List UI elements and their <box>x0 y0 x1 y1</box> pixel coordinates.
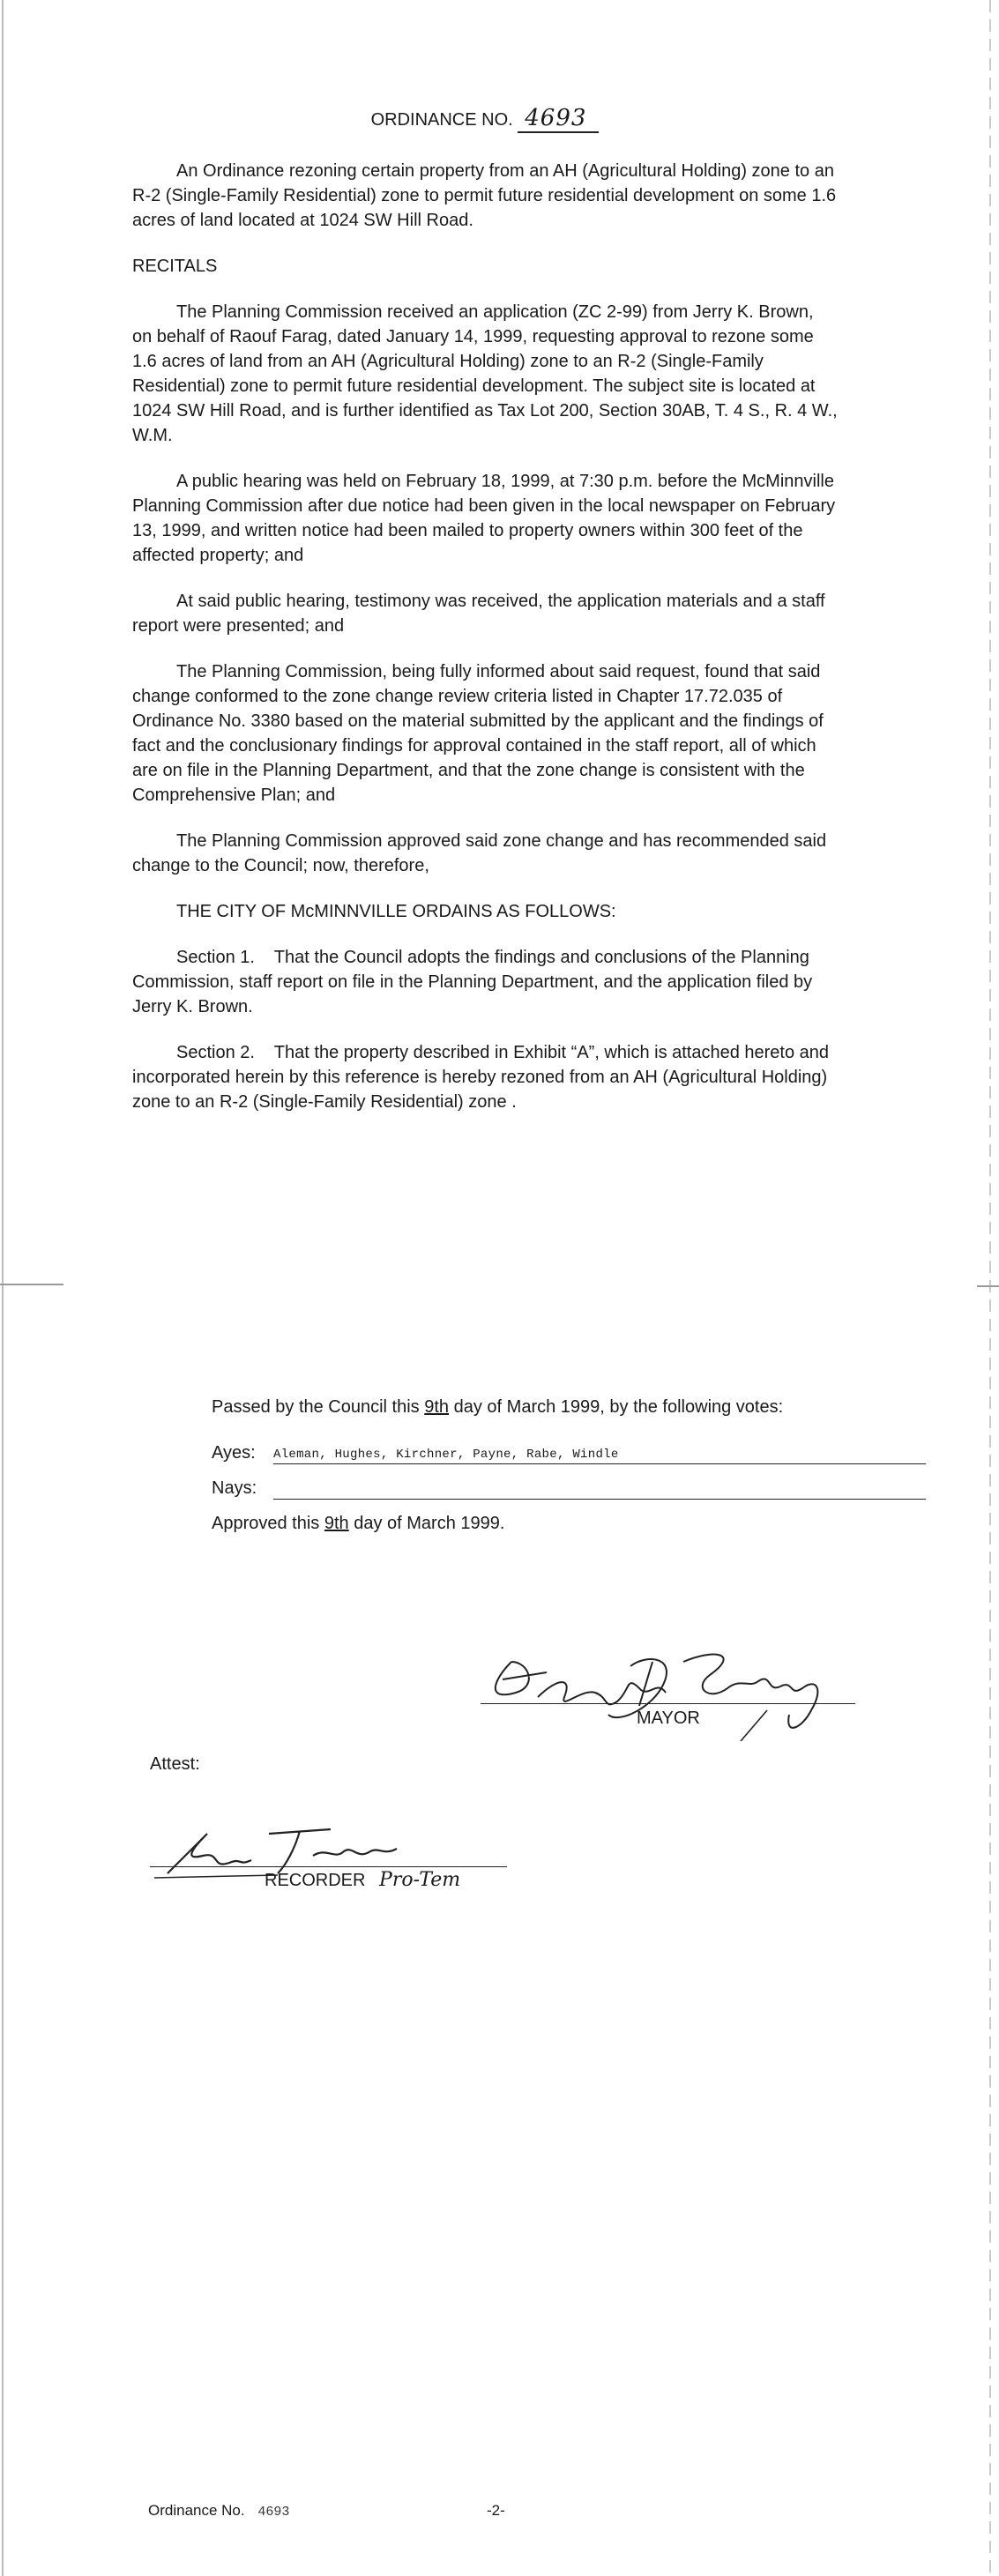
recorder-label <box>265 1869 460 1891</box>
approved-prefix: Approved this <box>212 1514 320 1533</box>
footer-number: 4693 <box>257 2505 290 2520</box>
recorder-title: RECORDER <box>265 1871 366 1890</box>
passed-prefix: Passed by the Council this <box>212 1397 420 1417</box>
page-number: -2- <box>487 2502 505 2519</box>
ordinance-title <box>132 106 838 132</box>
section-1: Section 1. That the Council adopts the findings and conclusions of the Planning Commission, staff report on file in the Planning Department, and the application filed by Jerry K. Brown. <box>132 948 817 1016</box>
passed-statement <box>132 1395 838 1419</box>
recorder-signature-line <box>150 1866 507 1867</box>
page-break-mark <box>0 1284 63 1285</box>
ordinance-body <box>132 106 838 1135</box>
recorder-pro-tem: Pro-Tem <box>379 1869 461 1891</box>
ayes-row <box>132 1441 838 1476</box>
page-break-mark-right <box>977 1285 999 1287</box>
approved-statement <box>212 1511 838 1536</box>
nays-label: Nays: <box>212 1478 257 1498</box>
attest-label: Attest: <box>150 1754 200 1774</box>
nays-row <box>132 1476 838 1511</box>
section-2: Section 2. That the property described in Exhibit “A”, which is attached hereto and incorporated herein by this reference is hereby rezoned from an AH (Agricultural Holding) zone to an R-2 (Single-Family Residential) zone . <box>132 1043 834 1112</box>
title-label: ORDINANCE NO. <box>370 110 513 130</box>
ayes-value: Aleman, Hughes, Kirchner, Payne, Rabe, Windle <box>273 1442 926 1464</box>
passed-suffix: day of March 1999, by the following votes: <box>453 1397 784 1417</box>
ayes-label: Ayes: <box>212 1443 256 1463</box>
passed-day: 9th <box>424 1397 450 1417</box>
mayor-signature-line <box>481 1703 855 1704</box>
signature-page <box>132 1395 838 1557</box>
recital-paragraph: At said public hearing, testimony was received, the application materials and a staff report were presented; and <box>132 592 825 636</box>
recital-paragraph: A public hearing was held on February 18, 1999, at 7:30 p.m. before the McMinnville Planning Commission after due notice had been given in the local newspaper on February 13, 1999, and written notice had been mailed to property owners within 300 feet of the affected property; and <box>132 472 836 565</box>
intro-paragraph: An Ordinance rezoning certain property from an AH (Agricultural Holding) zone to an R-2 (Single-Family Residential) zone to permit future residential development on some 1.6 acres of land located at 1024 SW Hill Road. <box>132 161 837 230</box>
recital-paragraph: The Planning Commission received an application (ZC 2-99) from Jerry K. Brown, on behalf of Raouf Farag, dated January 14, 1999, requesting approval to rezone some 1.6 acres of land from an AH (Agricultural Holding) zone to an R-2 (Single-Family Residential) zone to permit future residential development. The subject site is located at 1024 SW Hill Road, and is further identified as Tax Lot 200, Section 30AB, T. 4 S., R. 4 W., W.M. <box>132 302 838 445</box>
recital-paragraph: The Planning Commission, being fully informed about said request, found that said change conformed to the zone change review criteria listed in Chapter 17.72.035 of Ordinance No. 3380 based on the material submitted by the applicant and the findings of fact and the conclusionary findings for approval contained in the staff report, all of which are on file in the Planning Department, and that the zone change is consistent with the Comprehensive Plan; and <box>132 662 824 805</box>
approved-day: 9th <box>324 1514 349 1533</box>
approved-suffix: day of March 1999. <box>354 1514 505 1533</box>
recital-paragraph: The Planning Commission approved said zone change and has recommended said change to the Council; now, therefore, <box>132 831 827 875</box>
scan-edge-right <box>989 0 991 2576</box>
nays-value <box>273 1478 926 1500</box>
title-number: 4693 <box>518 105 599 133</box>
recitals-heading: RECITALS <box>132 257 218 276</box>
footer-label: Ordinance No. <box>148 2502 245 2519</box>
scan-edge-left <box>2 0 4 2576</box>
mayor-label: MAYOR <box>637 1709 700 1728</box>
footer-ordinance <box>148 2502 289 2520</box>
ordains-heading: THE CITY OF McMINNVILLE ORDAINS AS FOLLOWS: <box>176 902 616 921</box>
